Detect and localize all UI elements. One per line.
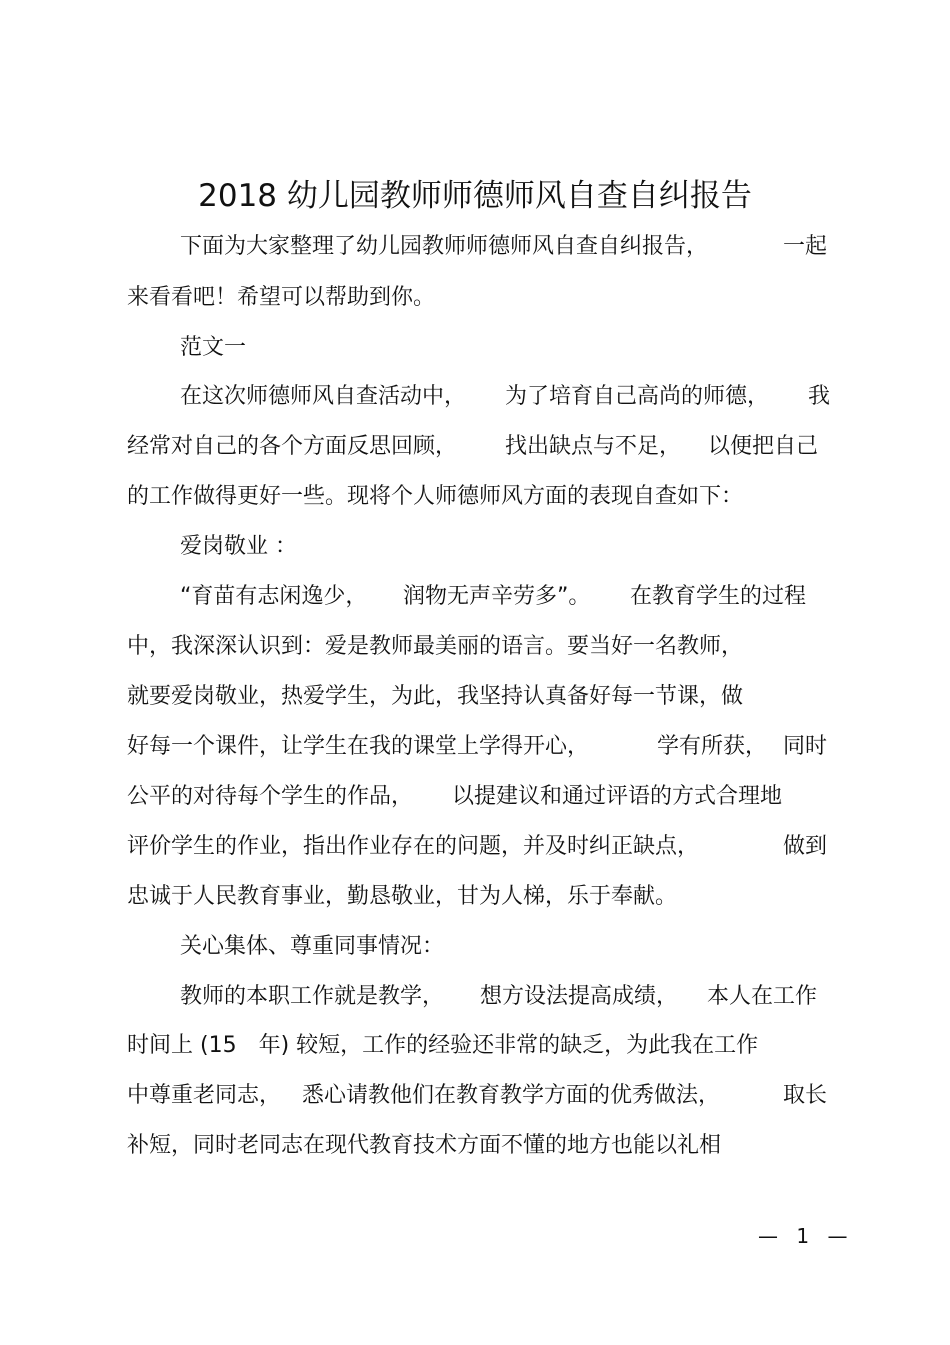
section-heading: 爱岗敬业 ： (180, 534, 297, 559)
text-segment: 忠诚于人民教育事业，勤恳敬业，甘为人梯，乐于奉献。 (127, 884, 678, 909)
page-number: — 1 — (758, 1224, 854, 1248)
text-segment: 就要爱岗敬业，热爱学生，为此，我坚持认真备好每一节课，做 (127, 684, 744, 709)
text-segment: 同时 (783, 734, 828, 759)
text-segment: 在教育学生的过程 (630, 584, 807, 609)
text-segment: 的工作做得更好一些。现将个人师德师风方面的表现自查如下： (127, 484, 744, 509)
text-segment: 我 (808, 384, 831, 409)
text-segment: 补短，同时老同志在现代教育技术方面不懂的地方也能以礼相 (127, 1133, 722, 1158)
text-segment: 在这次师德师风自查活动中， (180, 384, 467, 409)
text-segment: 公平的对待每个学生的作品， (127, 784, 414, 809)
text-segment: 教师的本职工作就是教学， (180, 984, 445, 1009)
text-segment: 时间上 (15 年) 较短，工作的经验还非常的缺乏，为此我在工作 (127, 1033, 759, 1058)
text-segment: 本人在工作 (707, 984, 818, 1009)
section-heading: 范文一 (180, 335, 247, 360)
section-heading: 关心集体、尊重同事情况： (180, 934, 445, 959)
text-segment: 以提建议和通过评语的方式合理地 (452, 784, 783, 809)
text-segment: 来看看吧！希望可以帮助到你。 (127, 285, 436, 310)
document-title: 2018 幼儿园教师师德师风自查自纠报告 (198, 178, 752, 214)
text-segment: “育苗有志闲逸少， (180, 584, 368, 609)
text-segment: 找出缺点与不足， (505, 434, 682, 459)
text-segment: 一起 (783, 234, 828, 259)
text-segment: 学有所获， (657, 734, 768, 759)
text-segment: 中，我深深认识到：爱是教师最美丽的语言。要当好一名教师， (127, 634, 744, 659)
text-segment: 中尊重老同志， (127, 1083, 282, 1108)
text-segment: 悉心请教他们在教育教学方面的优秀做法， (302, 1083, 721, 1108)
text-segment: 想方设法提高成绩， (480, 984, 679, 1009)
text-segment: 好每一个课件，让学生在我的课堂上学得开心， (127, 734, 590, 759)
text-segment: 做到 (783, 834, 828, 859)
text-segment: 取长 (783, 1083, 828, 1108)
text-segment: 经常对自己的各个方面反思回顾， (127, 434, 458, 459)
text-segment: 为了培育自己高尚的师德， (505, 384, 770, 409)
text-segment: 下面为大家整理了幼儿园教师师德师风自查自纠报告， (180, 234, 709, 259)
text-segment: 评价学生的作业，指出作业存在的问题，并及时纠正缺点， (127, 834, 700, 859)
text-segment: 以便把自己 (708, 434, 819, 459)
text-segment: 润物无声辛劳多”。 (403, 584, 591, 609)
